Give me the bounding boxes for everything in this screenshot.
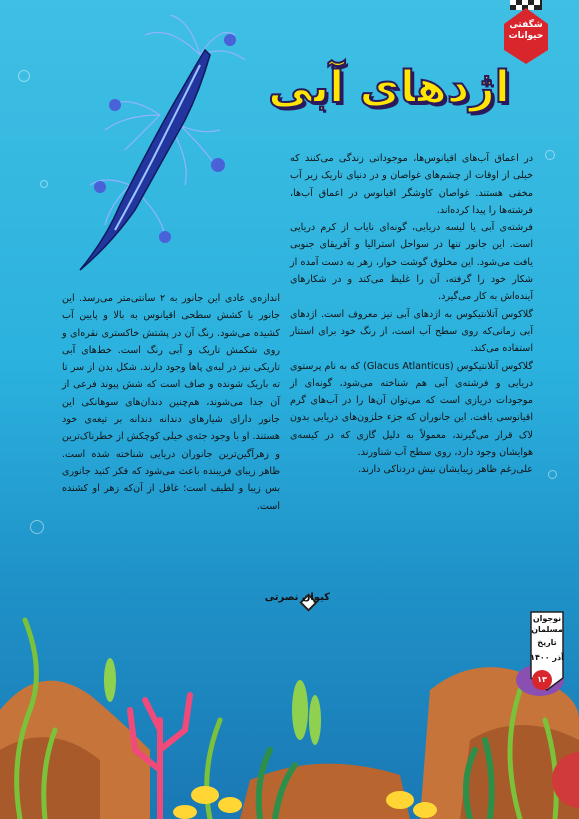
paragraph: فرشته‌ی آبی یا لیسه دریایی، گونه‌ای نایاب از کرم دریایی است. این جانور تنها در سواحل استرالیا و آفریقای جنوبی یافت می‌شود. این مخلوق گوشت خوار، زهر به دست آمده از شکار خود را گرفته، آن را غلیظ می‌کند و در شکارهای آینده‌اش به کار می‌گیرد. xyxy=(290,222,533,303)
bubble xyxy=(548,470,557,479)
issue-date: آذر ۱۴۰۰ xyxy=(530,653,564,662)
badge-label xyxy=(504,20,548,42)
magazine-section: تاریخ xyxy=(537,638,557,647)
article-left-column xyxy=(62,290,280,515)
badge-line-1: شگفتی xyxy=(509,20,543,30)
magazine-name-2: مسلمان xyxy=(531,625,563,634)
paragraph: اندازه‌ی عادی این جانور به ۲ سانتی‌متر می‌رسد. این جانور با کشش سطحی اقیانوس به بالا و پایین آب کشیده می‌شود. رنگ آن در پشتش خاکستری نقره‌ای و روی شکمش تاریک و آبی رنگ است. خط‌های آبی تاریکی نیز در لبه‌ی پاها وجود دارند. شکل بدن از سر تا ته باریک شونده و صاف است که شش پیوند فرعی از آن جدا می‌شوند، هم‌چنین دندان‌های سوهانکی این جانور دارای شیارهای دندانه دندانه بر تیغه‌ی خود هستند. او با وجود جثه‌ی خیلی کوچکش از خطرناک‌ترین و زهرآگین‌ترین جانوران دریایی شناخته شده است. ظاهر زیبای فریبنده باعث می‌شود که فکر کنید جانوری بس زیبا و لطیف است؛ غافل از آن‌که زهر او کشنده است. xyxy=(62,293,280,512)
magazine-name: نوجوان xyxy=(532,614,562,623)
paragraph: گلاکوس آتلانتیکوس (Glacus Atlanticus) که به نام پرستوی دریایی و فرشته‌ی آبی هم شناخته می‌شود، گونه‌ای از موجودات دریازی است که می‌توان آن‌ها را در آب‌های گرم اقیانوسی یافت. این جانوران که جزء حلزون‌های دریایی بدون لاک قرار می‌گیرند، معمولاً به دلیل گازی که در کیسه‌ی هوایشان وجود دارد، روی سطح آب شناورند. xyxy=(290,360,533,459)
bubble xyxy=(30,520,44,534)
article-right-column xyxy=(290,150,533,479)
page-number: ۱۳ xyxy=(532,670,552,690)
badge-line-2: حیوانات xyxy=(508,31,544,41)
seabed-illustration xyxy=(0,600,579,819)
bubble xyxy=(545,150,555,160)
author-name: کیوان نصرتی xyxy=(264,592,330,603)
page-title: اژدهای آبی xyxy=(268,62,510,113)
blue-dragon-illustration xyxy=(50,15,250,275)
section-badge xyxy=(504,0,548,64)
paragraph: علی‌رغم ظاهر زیبایشان نیش دردناکی دارند. xyxy=(358,464,533,476)
paragraph: گلاکوس آتلانتیکوس به اژدهای آبی نیز معروف است. اژدهای آبی زمانی‌که روی سطح آب است، از رنگ خود برای استتار استفاده می‌کند. xyxy=(290,308,533,355)
bubble xyxy=(40,180,48,188)
bubble xyxy=(18,70,30,82)
paragraph: در اعماق آب‌های اقیانوس‌ها، موجوداتی زندگی می‌کنند که خیلی از اوقات از چشم‌های غواصان و در دنیای تاریک زیر آب مخفی هستند. غواصان کاوشگر اقیانوس در اعماق آب‌ها، فرشته‌ها را پیدا کرده‌اند. xyxy=(290,153,533,216)
